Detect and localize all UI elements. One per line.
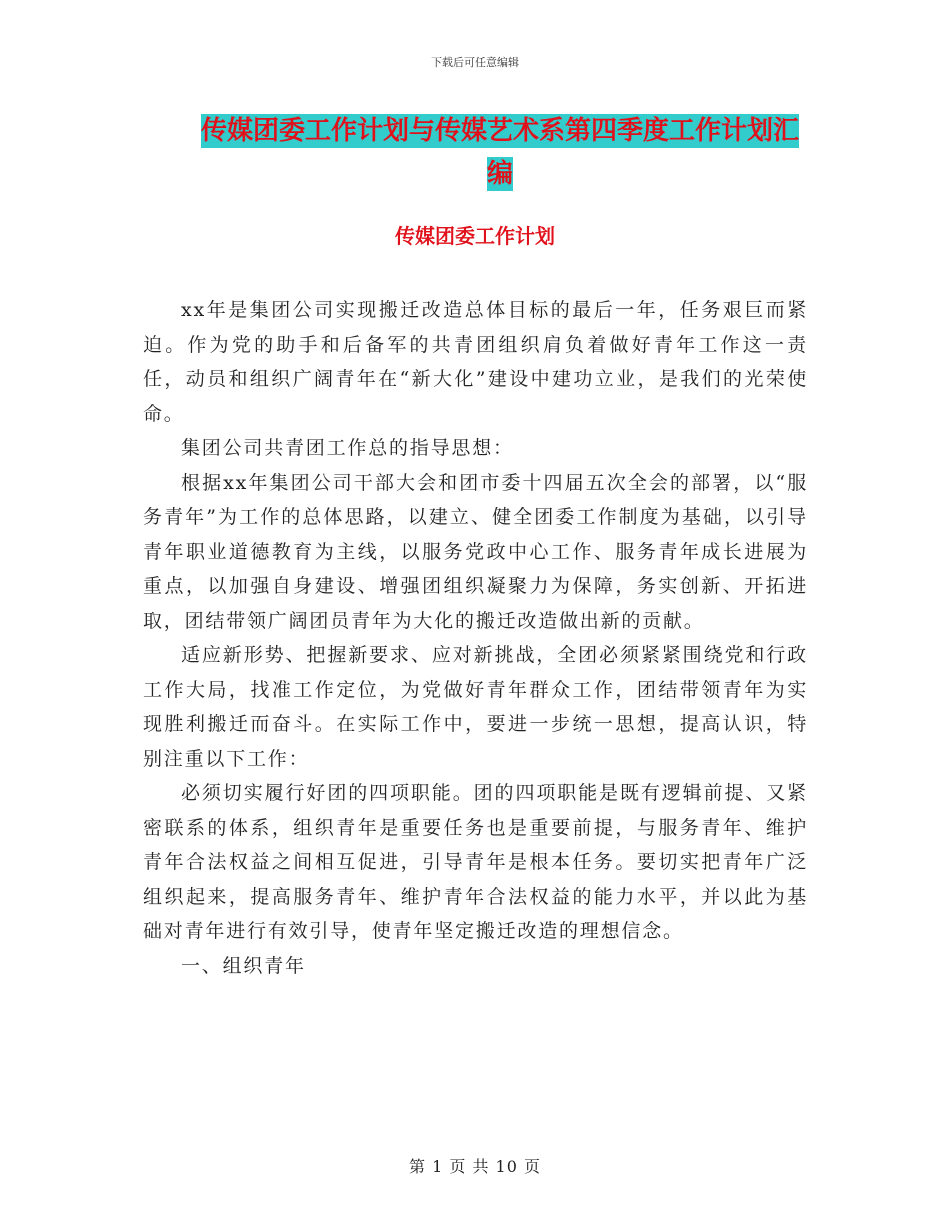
header-note: 下载后可任意编辑 — [431, 56, 519, 69]
paragraph: 适应新形势、把握新要求、应对新挑战，全团必须紧紧围绕党和行政工作大局，找准工作定位，为党做好青年群众工作，团结带领青年为实现胜利搬迁而奋斗。在实际工作中，要进一步统一思想，提高认识，特别注重以下工作： — [143, 644, 808, 770]
paragraph: 集团公司共青团工作总的指导思想： — [181, 437, 514, 459]
page-footer: 第 1 页 共 10 页 — [409, 1157, 541, 1176]
paragraph: 根据xx年集团公司干部大会和团市委十四届五次全会的部署，以“服务青年”为工作的总体思路，以建立、健全团委工作制度为基础，以引导青年职业道德教育为主线，以服务党政中心工作、服务青年成长进展为重点，以加强自身建设、增强团组织凝聚力为保障，务实创新、开拓进取，团结带领广阔团员青年为大化的搬迁改造做出新的贡献。 — [143, 471, 808, 632]
section-title: 传媒团委工作计划 — [395, 224, 555, 248]
paragraph: 必须切实履行好团的四项职能。团的四项职能是既有逻辑前提、又紧密联系的体系，组织青年是重要任务也是重要前提，与服务青年、维护青年合法权益之间相互促进，引导青年是根本任务。要切实把青年广泛组织起来，提高服务青年、维护青年合法权益的能力水平，并以此为基础对青年进行有效引导，使青年坚定搬迁改造的理想信念。 — [143, 782, 808, 942]
paragraph: 一、组织青年 — [181, 954, 306, 977]
paragraph: xx年是集团公司实现搬迁改造总体目标的最后一年，任务艰巨而紧迫。作为党的助手和后备军的共青团组织肩负着做好青年工作这一责任，动员和组织广阔青年在“新大化”建设中建功立业，是我们的光荣使命。 — [143, 299, 808, 425]
document-title-text: 传媒团委工作计划与传媒艺术系第四季度工作计划汇编 — [200, 116, 799, 189]
body-text — [143, 293, 808, 983]
document-title — [190, 110, 810, 196]
